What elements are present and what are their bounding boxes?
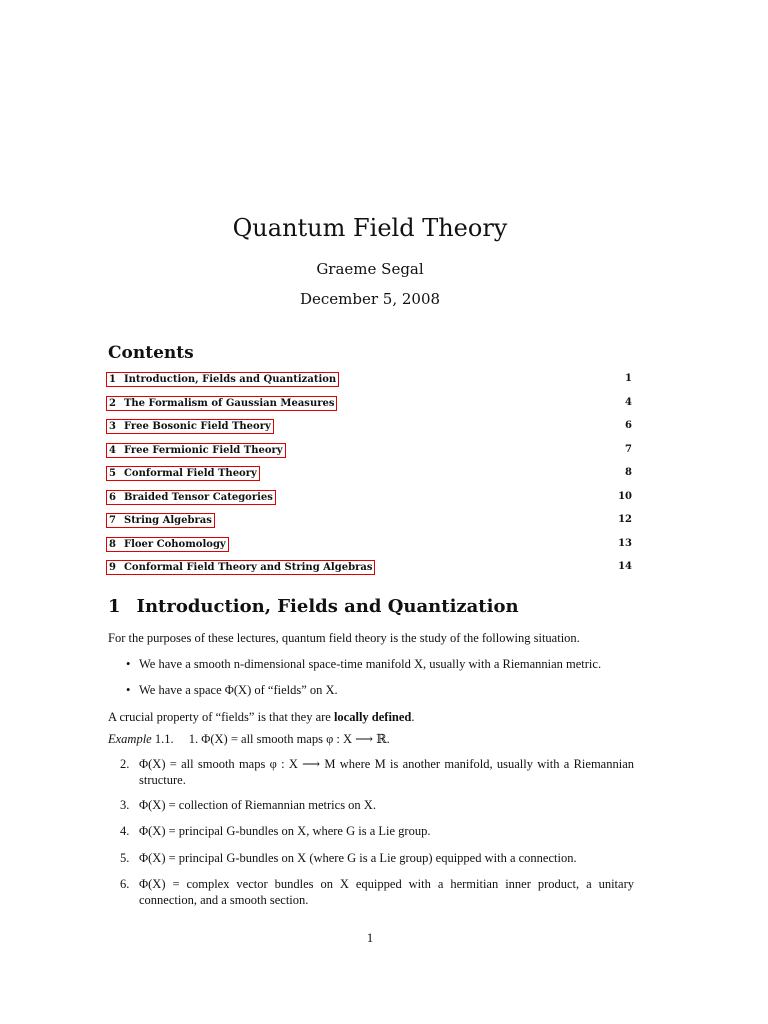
section-title: Introduction, Fields and Quantization [136,596,519,617]
toc-entry-page: 6 [625,420,632,431]
toc-entry-number: 7 [109,515,116,526]
toc-entry [106,466,634,490]
crucial-prefix: A crucial property of “fields” is that they are [108,710,334,724]
section-intro-paragraph: For the purposes of these lectures, quantum field theory is the study of the following situation. [108,631,580,645]
document-author: Graeme Segal [316,260,424,278]
example-item-text: Φ(X) = principal G-bundles on X (where G is a Lie group) equipped with a connection. [139,851,577,865]
toc-entry-page: 1 [625,373,632,384]
toc-entry [106,490,634,514]
toc-link[interactable] [106,396,337,411]
toc-link[interactable] [106,466,260,481]
toc-link[interactable] [106,537,229,552]
list-item-text: We have a smooth n-dimensional space-time manifold X, usually with a Riemannian metric. [139,657,602,671]
example-item-text: Φ(X) = all smooth maps φ : X ⟶ ℝ. [201,732,390,746]
toc-link[interactable] [106,372,339,387]
toc-entry-number: 5 [109,468,116,479]
document-title: Quantum Field Theory [232,214,508,242]
toc-entry [106,419,634,443]
example-item-text: Φ(X) = all smooth maps φ : X ⟶ M where M is another manifold, usually with a Riemannian structure. [139,757,634,787]
bullet-icon: • [126,657,131,671]
toc-entry-title: Introduction, Fields and Quantization [123,374,337,385]
contents-heading: Contents [108,343,194,363]
example-item-number: 3. [120,798,130,812]
toc-entry-title: String Algebras [123,515,212,526]
toc-entry-number: 8 [109,538,116,550]
toc-link[interactable] [106,419,274,434]
toc-entry-number: 4 [109,444,116,456]
toc-entry-number: 3 [109,421,116,432]
toc-entry-page: 14 [618,561,632,572]
toc-entry [106,396,634,420]
toc-link[interactable] [106,490,276,505]
toc-entry-page: 10 [618,490,632,502]
toc-entry-title: Conformal Field Theory [123,468,257,479]
toc-entry-title: Free Bosonic Field Theory [123,421,271,432]
toc-entry-page: 12 [618,514,632,525]
toc-entry-title: The Formalism of Gaussian Measures [123,397,335,409]
crucial-suffix: . [411,710,415,724]
page-number: 1 [366,930,374,945]
example-item-number: 6. [120,877,130,891]
example-item-text: Φ(X) = principal G-bundles on X, where G is a Lie group. [139,824,431,838]
toc-entry-page: 8 [625,467,632,478]
toc-entry [106,443,634,467]
toc-entry-number: 1 [109,374,116,385]
toc-entry-title: Braided Tensor Categories [123,491,273,503]
toc-entry-number: 6 [109,491,116,503]
toc-entry [106,537,634,561]
toc-entry-title: Conformal Field Theory and String Algebras [123,562,373,573]
example-item-number: 2. [120,757,130,771]
emphasis-text: locally defined [333,710,412,724]
toc-link[interactable] [106,443,286,458]
toc-entry [106,513,634,537]
crucial-property-paragraph [108,709,634,725]
table-of-contents [106,372,634,584]
toc-entry-page: 13 [618,537,632,549]
example-item-number: 4. [120,824,130,838]
toc-entry [106,560,634,584]
document-date: December 5, 2008 [299,290,441,308]
section-heading [108,596,519,617]
toc-entry [106,372,634,396]
example-block [108,731,634,747]
section-number: 1 [108,596,121,617]
example-item-text: Φ(X) = complex vector bundles on X equipped with a hermitian inner product, a unitary connection, and a smooth section. [139,877,634,907]
example-item-number: 1. [188,732,199,746]
toc-entry-number: 2 [109,397,116,409]
bullet-icon: • [126,683,131,697]
toc-entry-number: 9 [109,562,116,573]
list-item-text: We have a space Φ(X) of “fields” on X. [139,683,338,697]
example-item-number: 5. [120,851,130,865]
toc-link[interactable] [106,560,375,575]
example-item-text: Φ(X) = collection of Riemannian metrics on X. [139,798,376,812]
toc-entry-page: 7 [625,443,632,455]
toc-entry-title: Free Fermionic Field Theory [123,444,283,456]
example-label: Example [108,732,152,746]
toc-link[interactable] [106,513,215,528]
toc-entry-title: Floer Cohomology [123,538,226,550]
toc-entry-page: 4 [625,396,632,408]
example-number: 1.1. [154,732,174,746]
